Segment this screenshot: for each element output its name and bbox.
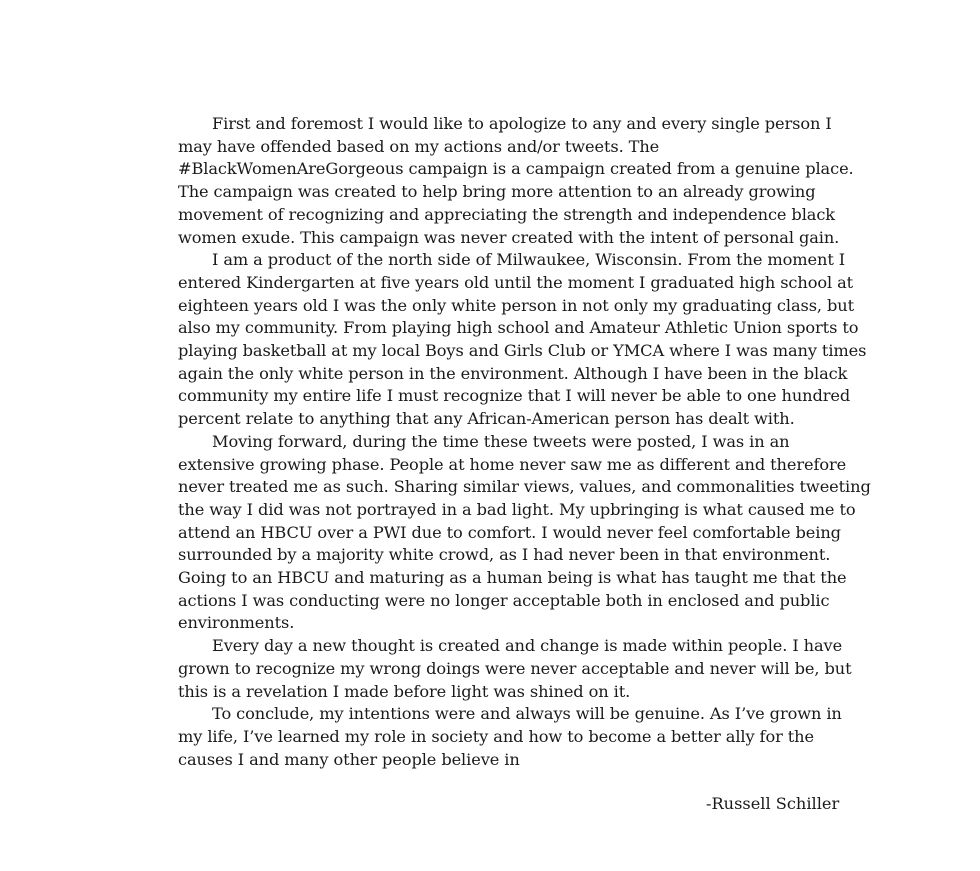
paragraph-growth — [144, 635, 852, 703]
text-line: grown to recognize my wrong doings were never acceptable and never will be, but — [178, 658, 852, 678]
text-line: never treated me as such. Sharing similar views, values, and commonalities tweeting — [178, 477, 871, 497]
text-line: my life, I’ve learned my role in society and how to become a better ally for the — [178, 726, 814, 746]
text-line: Going to an HBCU and maturing as a human being is what has taught me that the — [178, 568, 847, 588]
text-line: The campaign was created to help bring more attention to an already growing — [178, 182, 816, 202]
text-line: First and foremost I would like to apologize to any and every single person I — [212, 114, 832, 133]
text-line: attend an HBCU over a PWI due to comfort. I would never feel comfortable being — [178, 522, 841, 542]
text-line: #BlackWomenAreGorgeous campaign is a campaign created from a genuine place. — [178, 159, 854, 179]
text-line: again the only white person in the environment. Although I have been in the black — [178, 363, 848, 383]
text-line: community my entire life I must recognize that I will never be able to one hundred — [178, 386, 851, 406]
text-line: percent relate to anything that any African-American person has dealt with. — [178, 409, 795, 429]
text-line: surrounded by a majority white crowd, as I had never been in that environment. — [178, 545, 831, 565]
signature-line: -Russell Schiller — [706, 794, 840, 813]
text-line: environments. — [178, 613, 295, 633]
text-line: Moving forward, during the time these tweets were posted, I was in an — [212, 431, 790, 451]
text-line: the way I did was not portrayed in a bad light. My upbringing is what caused me to — [178, 499, 856, 519]
text-line: women exude. This campaign was never created with the intent of personal gain. — [178, 227, 840, 247]
paragraph-moving-forward — [144, 431, 871, 635]
text-line: playing basketball at my local Boys and Girls Club or YMCA where I was many times — [178, 341, 867, 361]
paragraph-background — [144, 249, 867, 431]
text-line: entered Kindergarten at five years old until the moment I graduated high school at — [178, 272, 854, 292]
text-line: eighteen years old I was the only white person in not only my graduating class, but — [178, 295, 855, 315]
text-line: causes I and many other people believe in — [178, 749, 520, 769]
text-line: To conclude, my intentions were and always will be genuine. As I’ve grown in — [212, 704, 842, 724]
text-line: also my community. From playing high school and Amateur Athletic Union sports to — [178, 318, 859, 338]
text-line: I am a product of the north side of Milwaukee, Wisconsin. From the moment I — [212, 250, 846, 270]
text-line: extensive growing phase. People at home never saw me as different and therefore — [178, 454, 847, 474]
text-line: Every day a new thought is created and change is made within people. I have — [212, 636, 843, 656]
text-line: this is a revelation I made before light was shined on it. — [178, 681, 631, 701]
text-line: movement of recognizing and appreciating the strength and independence black — [178, 204, 835, 224]
statement-body — [144, 113, 871, 771]
text-line: actions I was conducting were no longer acceptable both in enclosed and public — [178, 590, 830, 610]
paragraph-conclusion — [144, 703, 844, 771]
paragraph-apology — [144, 113, 854, 249]
text-line: may have offended based on my actions and/or tweets. The — [178, 136, 660, 156]
